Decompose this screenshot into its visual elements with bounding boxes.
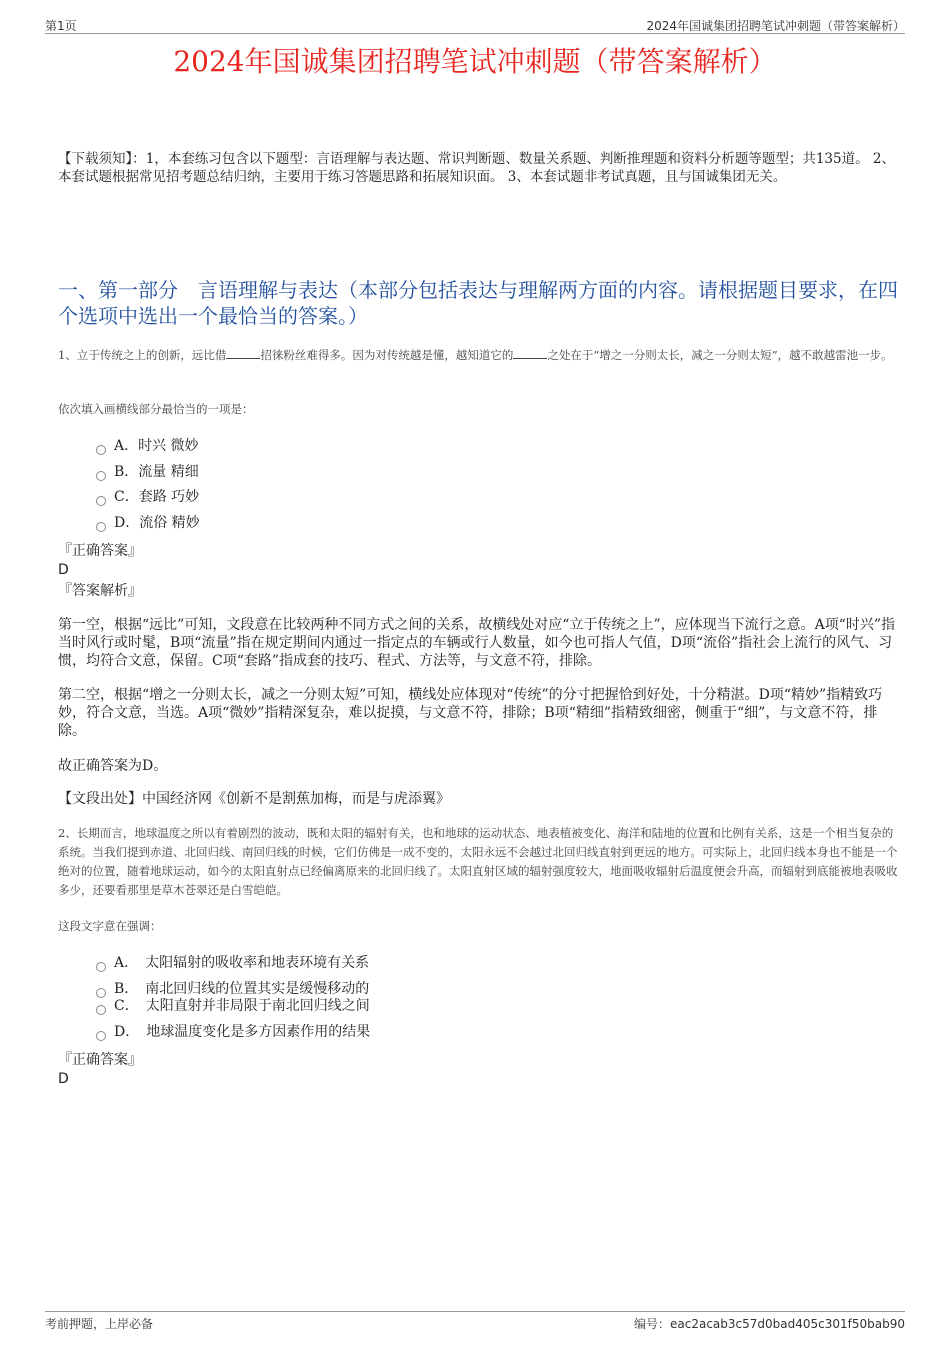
correct-answer: D	[58, 1071, 69, 1087]
option-label: C． 太阳直射并非局限于南北回归线之间	[114, 998, 370, 1014]
header-rule	[45, 33, 905, 34]
option-label: A． 太阳辐射的吸收率和地表环境有关系	[114, 955, 370, 971]
fill-blank-1	[226, 346, 260, 359]
analysis-paragraph-1: 第一空，根据“远比”可知，文段意在比较两种不同方式之间的关系，故横线处对应“立于传统之上”，应体现当下流行之意。A项“时兴”指当时风行或时髦，B项“流量”指在规定期间内通过一指定点的车辆或行人数量，如今也可指人气值，D项“流俗”指社会上流行的风气、习惯，均符合文意，保留。C项“套路”指成套的技巧、程式、方法等，与文意不符，排除。	[58, 617, 896, 669]
radio-icon[interactable]	[96, 1005, 106, 1015]
radio-icon[interactable]	[96, 522, 106, 532]
question-2-prompt: 这段文字意在强调：	[58, 919, 162, 933]
option-label: B． 南北回归线的位置其实是缓慢移动的	[114, 981, 370, 997]
question-2-option-a[interactable]	[96, 954, 369, 972]
question-1-text-part-c: 之处在于“增之一分则太长，减之一分则太短”，越不敢越雷池一步。	[547, 348, 893, 362]
passage-source: 【文段出处】中国经济网《创新不是割蕉加梅，而是与虎添翼》	[58, 791, 450, 807]
question-2-option-d[interactable]	[96, 1023, 370, 1041]
analysis-paragraph-2: 第二空，根据“增之一分则太长，减之一分则太短”可知，横线处应体现对“传统”的分寸把握恰到好处，十分精湛。D项“精妙”指精致巧妙，符合文意，当选。A项“微妙”指精深复杂，难以捉摸，与文意不符，排除；B项“精细”指精致细密，侧重于“细”，与文意不符，排除。	[58, 687, 883, 739]
option-label: D． 地球温度变化是多方因素作用的结果	[114, 1024, 371, 1040]
download-notice: 【下载须知】：1，本套练习包含以下题型：言语理解与表达题、常识判断题、数量关系题、判断推理题和资料分析题等题型；共135道。 2、本套试题根据常见招考题总结归纳，主要用于练习答题思路和拓展知识面。 3、本套试题非考试真题，且与国诚集团无关。	[58, 151, 895, 185]
option-label: B．流量 精细	[114, 464, 199, 480]
radio-icon[interactable]	[96, 445, 106, 455]
radio-icon[interactable]	[96, 1031, 106, 1041]
question-1-option-b[interactable]	[96, 463, 199, 481]
question-1-option-d[interactable]	[96, 514, 200, 532]
question-1-prompt: 依次填入画横线部分最恰当的一项是：	[58, 402, 254, 416]
page-number: 第1页	[45, 19, 77, 33]
question-2-option-c[interactable]	[96, 997, 370, 1015]
question-2-text: 2、长期而言，地球温度之所以有着剧烈的波动，既和太阳的辐射有关，也和地球的运动状态、地表植被变化、海洋和陆地的位置和比例有关系，这是一个相当复杂的系统。当我们提到赤道、北回归线、南回归线的时候，它们仿佛是一成不变的，太阳永远不会越过北回归线直射到更远的地方。可实际上，北回归线本身也不能是一个绝对的位置，随着地球运动，如今的太阳直射点已经偏离原来的北回归线了。太阳直射区域的辐射强度较大，地面吸收辐射后温度便会升高，而辐射到底能被地表吸收多少，还要看那里是草木苍翠还是白雪皑皑。	[58, 826, 898, 897]
footer-code	[634, 1315, 905, 1332]
radio-icon[interactable]	[96, 471, 106, 481]
option-label: A．时兴 微妙	[114, 438, 199, 454]
question-1-option-a[interactable]	[96, 437, 199, 455]
footer-code-value: eac2acab3c57d0bad405c301f50bab90	[670, 1317, 905, 1331]
question-1-text	[58, 346, 898, 365]
footer-slogan: 考前押题，上岸必备	[45, 1317, 154, 1331]
correct-answer-label: 『正确答案』	[58, 543, 142, 559]
radio-icon[interactable]	[96, 962, 106, 972]
footer-rule	[45, 1311, 905, 1312]
analysis-label: 『答案解析』	[58, 583, 142, 599]
footer-code-label: 编号：	[633, 1317, 670, 1331]
header-doc-title: 2024年国诚集团招聘笔试冲刺题（带答案解析）	[646, 19, 905, 33]
option-label: C．套路 巧妙	[114, 489, 200, 505]
question-1-option-c[interactable]	[96, 488, 199, 506]
option-label: D．流俗 精妙	[114, 515, 200, 531]
correct-answer-label: 『正确答案』	[58, 1052, 142, 1068]
section-heading: 一、第一部分 言语理解与表达（本部分包括表达与理解两方面的内容。请根据题目要求，在四个选项中选出一个最恰当的答案。）	[58, 278, 898, 328]
question-1-text-part-b: 招徕粉丝难得多。因为对传统越是懂，越知道它的	[260, 348, 514, 362]
question-1-text-part-a: 1、立于传统之上的创新，远比借	[58, 348, 227, 362]
analysis-conclusion: 故正确答案为D。	[58, 758, 168, 774]
correct-answer: D	[58, 562, 69, 578]
document-title: 2024年国诚集团招聘笔试冲刺题（带答案解析）	[173, 45, 777, 78]
question-2-option-b[interactable]	[96, 980, 369, 998]
radio-icon[interactable]	[96, 496, 106, 506]
fill-blank-2	[513, 346, 547, 359]
